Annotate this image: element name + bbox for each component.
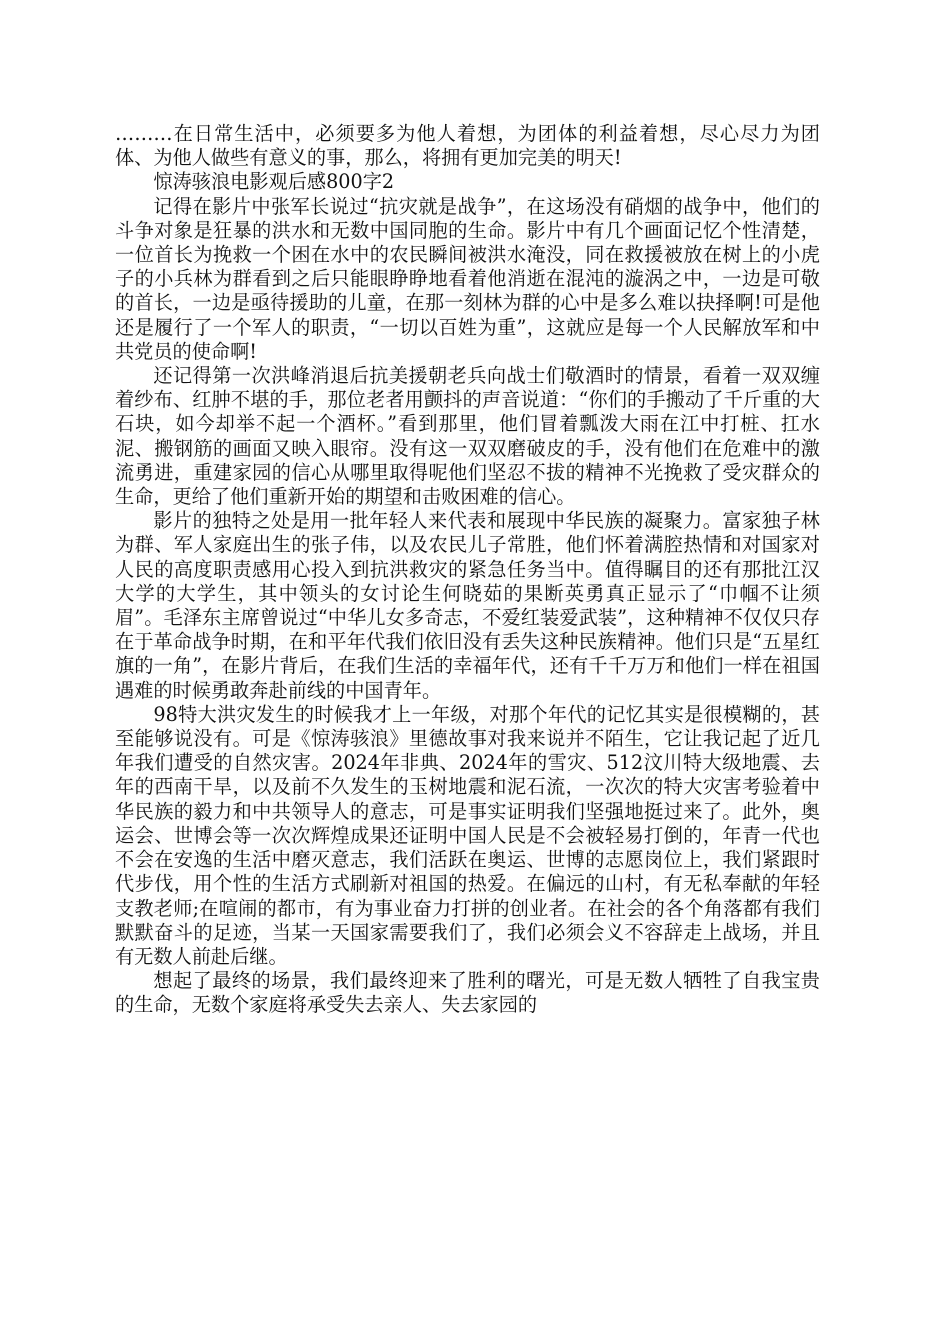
paragraph-body: 还记得第一次洪峰消退后抗美援朝老兵向战士们敬酒时的情景，看着一双双缠着纱布、红肿不堪的手，那位老者用颤抖的声音说道：“你们的手搬动了千斤重的大石块，如今却举不起一个酒杯。”看到那里，他们冒着瓢泼大雨在江中打桩、扛水泥、搬钢筋的画面又映入眼帘。没有这一双双磨破皮的手，没有他们在危难中的激流勇进，重建家园的信心从哪里取得呢他们坚忍不拔的精神不光挽救了受灾群众的生命，更给了他们重新开始的期望和击败困难的信心。 xyxy=(115,364,820,509)
paragraph-body: 影片的独特之处是用一批年轻人来代表和展现中华民族的凝聚力。富家独子林为群、军人家庭出生的张子伟，以及农民儿子常胜，他们怀着满腔热情和对国家对人民的高度职责感用心投入到抗洪救灾的紧急任务当中。值得瞩目的还有那批江汉大学的大学生，其中领头的女讨论生何晓茹的果断英勇真正显示了“巾帼不让须眉”。毛泽东主席曾说过“中华儿女多奇志，不爱红装爱武装”，这种精神不仅仅只存在于革命战争时期，在和平年代我们依旧没有丢失这种民族精神。他们只是“五星红旗的一角”，在影片背后，在我们生活的幸福年代，还有千千万万和他们一样在祖国遇难的时候勇敢奔赴前线的中国青年。 xyxy=(115,509,820,702)
document-page xyxy=(115,122,820,1018)
section-heading: 惊涛骇浪电影观后感800字2 xyxy=(153,170,395,194)
paragraph-body: 98特大洪灾发生的时候我才上一年级，对那个年代的记忆其实是很模糊的，甚至能够说没有。可是《惊涛骇浪》里德故事对我来说并不陌生，它让我记起了近几年我们遭受的自然灾害。2024年非典、2024年的雪灾、512汶川特大级地震、去年的西南干旱，以及前不久发生的玉树地震和泥石流，一次次的特大灾害考验着中华民族的毅力和中共领导人的意志，可是事实证明我们坚强地挺过来了。此外，奥运会、世博会等一次次辉煌成果还证明中国人民是不会被轻易打倒的，年青一代也不会在安逸的生活中磨灭意志，我们活跃在奥运、世博的志愿岗位上，我们紧跟时代步伐，用个性的生活方式刷新对祖国的热爱。在偏远的山村，有无私奉献的年轻支教老师;在喧闹的都市，有为事业奋力打拼的创业者。在社会的各个角落都有我们默默奋斗的足迹，当某一天国家需要我们了，我们必须会义不容辞走上战场，并且有无数人前赴后继。 xyxy=(115,702,820,968)
paragraph-intro: ………在日常生活中，必须要多为他人着想，为团体的利益着想，尽心尽力为团体、为他人做些有意义的事，那么，将拥有更加完美的明天! xyxy=(115,122,820,170)
paragraph-body: 想起了最终的场景，我们最终迎来了胜利的曙光，可是无数人牺牲了自我宝贵的生命，无数个家庭将承受失去亲人、失去家园的 xyxy=(115,969,820,1017)
paragraph-body: 记得在影片中张军长说过“抗灾就是战争”，在这场没有硝烟的战争中，他们的斗争对象是狂暴的洪水和无数中国同胞的生命。影片中有几个画面记忆个性清楚，一位首长为挽救一个困在水中的农民瞬间被洪水淹没，同在救援被放在树上的小虎子的小兵林为群看到之后只能眼睁睁地看着他消逝在混沌的漩涡之中，一边是可敬的首长，一边是亟待援助的儿童，在那一刻林为群的心中是多么难以抉择啊!可是他还是履行了一个军人的职责，“一切以百姓为重”，这就应是每一个人民解放军和中共党员的使命啊! xyxy=(115,194,820,363)
